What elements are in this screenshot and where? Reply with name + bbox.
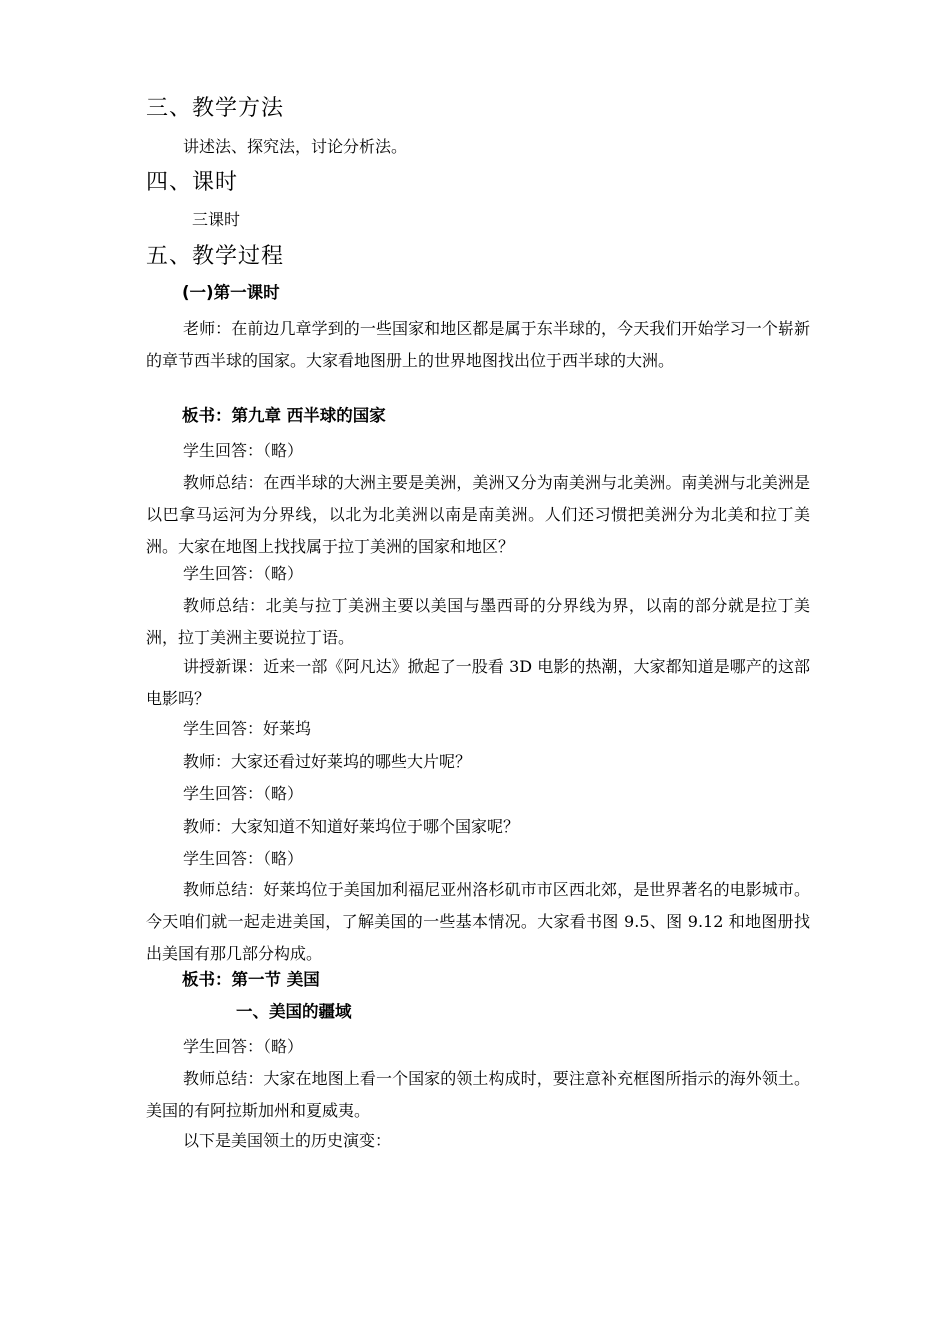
paragraph-territory-history-intro: 以下是美国领土的历史演变： (183, 1131, 392, 1150)
paragraph-teacher-intro: 老师：在前边几章学到的一些国家和地区都是属于东半球的，今天我们开始学习一个崭新的章节西半球的国家。大家看地图册上的世界地图找出位于西半球的大洲。 (146, 319, 810, 370)
teaching-methods-text: 讲述法、探究法，讨论分析法。 (183, 137, 408, 156)
paragraph-teacher-question-films: 教师：大家还看过好莱坞的哪些大片呢？ (183, 752, 472, 771)
paragraph-teacher-summary-territory: 教师总结：大家在地图上看一个国家的领土构成时，要注意补充框图所指示的海外领土。美国的有阿拉斯加州和夏威夷。 (146, 1069, 810, 1120)
lesson-one-heading: (一)第一课时 (182, 283, 280, 302)
paragraph-student-answer-1: 学生回答：（略） (183, 441, 304, 460)
paragraph-student-answer-4: 学生回答：（略） (183, 849, 304, 868)
paragraph-student-answer-2: 学生回答：（略） (183, 564, 304, 583)
class-hours-text: 三课时 (192, 210, 241, 229)
section-heading-teaching-methods: 三、教学方法 (146, 96, 285, 121)
paragraph-student-answer-5: 学生回答：（略） (183, 1037, 304, 1056)
paragraph-new-lesson-avatar: 讲授新课：近来一部《阿凡达》掀起了一股看 3D 电影的热潮，大家都知道是哪产的这部电影吗？ (146, 657, 810, 708)
paragraph-teacher-summary-hollywood: 教师总结：好莱坞位于美国加利福尼亚州洛杉矶市市区西北郊，是世界著名的电影城市。今天咱们就一起走进美国，了解美国的一些基本情况。大家看书图 9.5、图 9.12 和地图册找出美国有那几部分构成。 (146, 880, 810, 963)
paragraph-teacher-question-country: 教师：大家知道不知道好莱坞位于哪个国家呢？ (183, 817, 520, 836)
blackboard-chapter-nine: 板书：第九章 西半球的国家 (182, 406, 386, 425)
paragraph-teacher-summary-americas: 教师总结：在西半球的大洲主要是美洲，美洲又分为南美洲与北美洲。南美洲与北美洲是以巴拿马运河为分界线，以北为北美洲以南是南美洲。人们还习惯把美洲分为北美和拉丁美洲。大家在地图上找找属于拉丁美洲的国家和地区？ (146, 473, 810, 556)
paragraph-student-answer-hollywood: 学生回答：好莱坞 (183, 719, 312, 738)
blackboard-section-usa: 板书：第一节 美国 (182, 970, 320, 989)
paragraph-student-answer-3: 学生回答：（略） (183, 784, 304, 803)
section-heading-teaching-process: 五、教学过程 (146, 244, 285, 269)
section-heading-class-hours: 四、课时 (146, 170, 239, 195)
subheading-us-territory: 一、美国的疆域 (236, 1002, 352, 1021)
paragraph-teacher-summary-latin-america: 教师总结：北美与拉丁美洲主要以美国与墨西哥的分界线为界，以南的部分就是拉丁美洲，拉丁美洲主要说拉丁语。 (146, 596, 810, 647)
